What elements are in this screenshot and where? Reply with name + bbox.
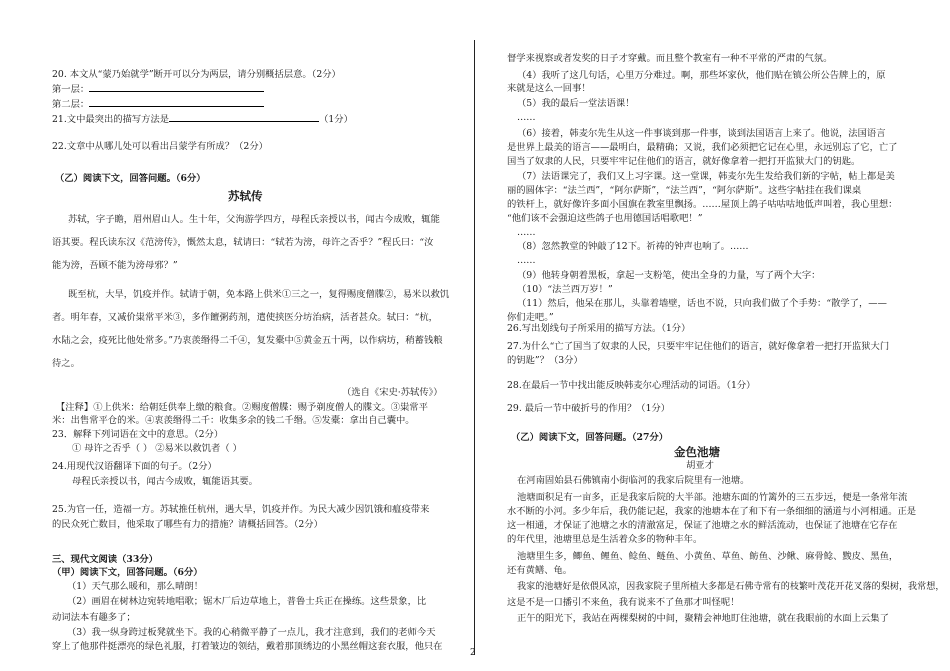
- right-column: [475, 0, 950, 671]
- passage-line: 正午的阳光下，我站在两棵梨树的中间，聚精会神地盯住池塘，就在我眼前的水面上云集了: [517, 613, 889, 624]
- reading-line: （5）我的最后一堂法语课！: [517, 98, 635, 109]
- reading-line: （6）接着，韩麦尔先生从这一件事谈到那一件事，谈到法国语言上来了。他说，法国语言: [517, 128, 886, 139]
- reading-line: （10）“法兰西万岁！”: [517, 284, 613, 295]
- passage-line: 的年代里，池塘里总是生活着众多的物种丰年。: [507, 534, 703, 545]
- question-26: 26.写出划线句子所采用的描写方法。（1分）: [507, 323, 691, 334]
- question-21: 21.文中最突出的描写方法是 （1分）: [52, 114, 353, 125]
- reading-line: （1）天气那么暖和，那么晴朗！: [67, 581, 204, 592]
- question-27-cont: 的钥匙”？（3分）: [507, 355, 583, 366]
- answer-label-layer1: 第一层：: [52, 82, 264, 96]
- question-20: 20. 本文从“蒙乃始就学”断开可以分为两层，请分别概括层意。（2分）: [52, 69, 341, 80]
- reading-line: （8）忽然教堂的钟敲了12下。祈祷的钟声也响了。……: [517, 241, 749, 252]
- passage-line: 这一相通，才保证了池塘之水的清澈富足，保证了池塘之水的鲜活流动，也保证了池塘在它存在: [507, 520, 898, 531]
- passage-line: 水不断的小河。多少年后，我仍能记起，我家的池塘本在了和下有一条细细的涵道与小河相通。正是: [507, 506, 917, 517]
- question-24-sentence: 母程氏亲授以书，闻古今成败，辄能语其要。: [72, 476, 258, 487]
- reading-line: 是世界上最美的语言——最明白，最精确；又说，我们必须把它记在心里，永远别忘了它，亡了: [507, 142, 898, 153]
- reading-line-underlined: （2）画眉在树林边宛转地唱歌；锯木厂后边草地上，普鲁士兵正在操练。这些景象，比: [67, 596, 427, 607]
- section-b-heading: （乙）阅读下文，回答问题。（6分）: [55, 173, 206, 184]
- reading-line: （3）我一纵身跨过板凳就坐下。我的心稍微平静了一点儿，我才注意到，我们的老师今天: [67, 627, 436, 638]
- reading-line: 国当了奴隶的人民，只要牢牢记住他们的语言，就好像拿着一把打开监狱大门的钥匙。: [507, 156, 861, 167]
- reading-line: 你们走吧。”: [507, 312, 554, 323]
- section-a-heading: （甲）阅读下文，回答问题。（6分）: [52, 567, 203, 578]
- answer-label-layer2: 第二层：: [52, 97, 264, 111]
- question-29: 29. 最后一节中破折号的作用？（1分）: [507, 403, 671, 414]
- reading-line: （4）我听了这几句话，心里万分难过。啊，那些坏家伙，他们贴在镇公所公告牌上的，原: [517, 70, 886, 81]
- passage-line: 既至杭，大旱，饥疫并作。轼请于朝，免本路上供米①三之一，复得赐度僧牒②，易米以救饥: [68, 289, 450, 300]
- passage-line: 者。明年春，又减价粜常平米③，多作饘粥药剂，遣使挟医分坊治病，活者甚众。轼曰：“杭，: [52, 312, 438, 323]
- notes-line: 【注释】①上供米：给朝廷供奉上缴的粮食。②赐度僧牒：赐予剃度僧人的牒文。③粜常平: [56, 402, 428, 413]
- passage-title: 苏轼传: [228, 189, 263, 203]
- question-23-items: ① 母许之否乎（ ） ②易米以救饥者（ ）: [72, 443, 242, 454]
- passage-line: 还有黄鳝、龟。: [507, 565, 573, 576]
- question-25-cont: 的民众死亡数目，他采取了哪些有力的措施？请概括回答。（2分）: [52, 519, 323, 530]
- question-27: 27.为什么“亡了国当了奴隶的人民，只要牢牢记住他们的语言，就好像拿着一把打开监狱大门: [507, 341, 890, 352]
- question-24: 24.用现代汉语翻译下面的句子。（2分）: [52, 461, 217, 472]
- passage-line: 我家的池塘好是依偎风凉，因我家院子里所植大多都是石佛寺常有的枝繁叶茂花开花叉落的梨树，我常想，: [517, 582, 945, 592]
- reading-line: 的铁杆上，就好像许多面小国旗在教室里飘扬。……屋顶上鸽子咕咕咕地低声叫着，我心里想：: [507, 199, 898, 210]
- passage-source: （选自《宋史·苏轼传》）: [342, 387, 443, 398]
- reading-line: 督学来视察或者发奖的日子才穿戴。而且整个教室有一种不平常的严肃的气氛。: [507, 53, 833, 64]
- reading-line: （11）然后，他呆在那儿，头靠着墙壁，话也不说，只向我们做了个手势：“散学了，——: [517, 298, 887, 309]
- reading-line: “他们该不会强迫这些鸽子也用德国话唱歌吧！”: [507, 213, 703, 224]
- reading-line: 穿上了他那件挺漂亮的绿色礼服，打着皱边的领结，戴着那顶绣边的小黑丝帽这套衣服，他只在: [52, 641, 443, 652]
- reading-line: （7）法语课完了，我们又上习字课。这一堂课，韩麦尔先生发给我们新的字帖，帖上都是美: [517, 171, 895, 182]
- passage-line: 这是不是一口播引不来鱼，我有说来不了鱼那才叫怪呢！: [507, 597, 740, 608]
- question-22: 22.文章中从哪儿处可以看出吕蒙学有所成？（2分）: [52, 141, 268, 152]
- notes-line: 米：出售常平仓的米。④衷羡缗得二千：收集多余的钱二千缗。⑤发橐：拿出自己囊中。: [52, 415, 415, 426]
- answer-blank[interactable]: [89, 82, 264, 92]
- passage-line: 水陆之会，疫死比他处常多。”乃衷羡缗得二千④，复发橐中⑤黄金五十两，以作病坊，稍蓄钱粮: [52, 335, 443, 346]
- page-number: 2: [470, 648, 476, 658]
- ellipsis-line: ……: [517, 227, 536, 238]
- section-b2-heading: （乙）阅读下文，回答问题。（27分）: [511, 432, 669, 443]
- passage-author: 胡亚才: [686, 460, 714, 471]
- passage-line: 待之。: [52, 358, 80, 369]
- section-3-heading: 三、现代文阅读（33分）: [52, 554, 158, 565]
- reading-line: 来就是这么一回事！: [507, 83, 591, 94]
- question-28: 28.在最后一节中找出能反映韩麦尔心理活动的词语。（1分）: [507, 380, 756, 391]
- answer-blank[interactable]: [169, 112, 319, 122]
- passage-line: 池塘里生多，鲫鱼、鲤鱼、鲶鱼、鲢鱼、小黄鱼、草鱼、鲂鱼、沙鳅、麻骨鲶、黢皮、黑鱼，: [517, 551, 899, 562]
- answer-blank[interactable]: [89, 97, 264, 107]
- passage-line: 在河南固始县石佛镇南小街临河的我家后院里有一池塘。: [517, 475, 750, 486]
- passage-line: 能为滂，吾顾不能为滂母邪？”: [52, 260, 178, 271]
- reading-line: 丽的圆体字：“法兰西”，“阿尔萨斯”，“法兰西”，“阿尔萨斯”。这些字帖挂在我们课桌: [507, 185, 862, 196]
- question-23: 23．解释下列词语在文中的意思。（2分）: [52, 429, 224, 440]
- question-25: 25.为官一任，造福一方。苏轼推任杭州，遇大旱，饥疫并作。为民大减少因饥饿和瘟疫带来: [52, 504, 430, 515]
- passage-line: 语其要。程氏读东汉《范滂传》，慨然太息，轼请曰：“轼若为滂，母许之否乎？”程氏曰：“汝: [52, 237, 434, 248]
- ellipsis-line: ……: [517, 112, 536, 123]
- passage-title: 金色池塘: [674, 445, 720, 459]
- reading-line: 动词法本有趣多了；: [52, 612, 136, 623]
- reading-line: （9）他转身朝着黑板，拿起一支粉笔，使出全身的力量，写了两个大字：: [517, 270, 821, 281]
- passage-line: 池塘面积足有一亩多，正是我家后院的大半部。池塘东面的竹篱外的三五步远，便是一条常年流: [517, 492, 908, 503]
- passage-line: 苏轼，字子瞻，眉州眉山人。生十年，父洵游学四方，母程氏亲授以书，闻古今成败，辄能: [68, 214, 440, 225]
- ellipsis-line: ……: [517, 255, 536, 266]
